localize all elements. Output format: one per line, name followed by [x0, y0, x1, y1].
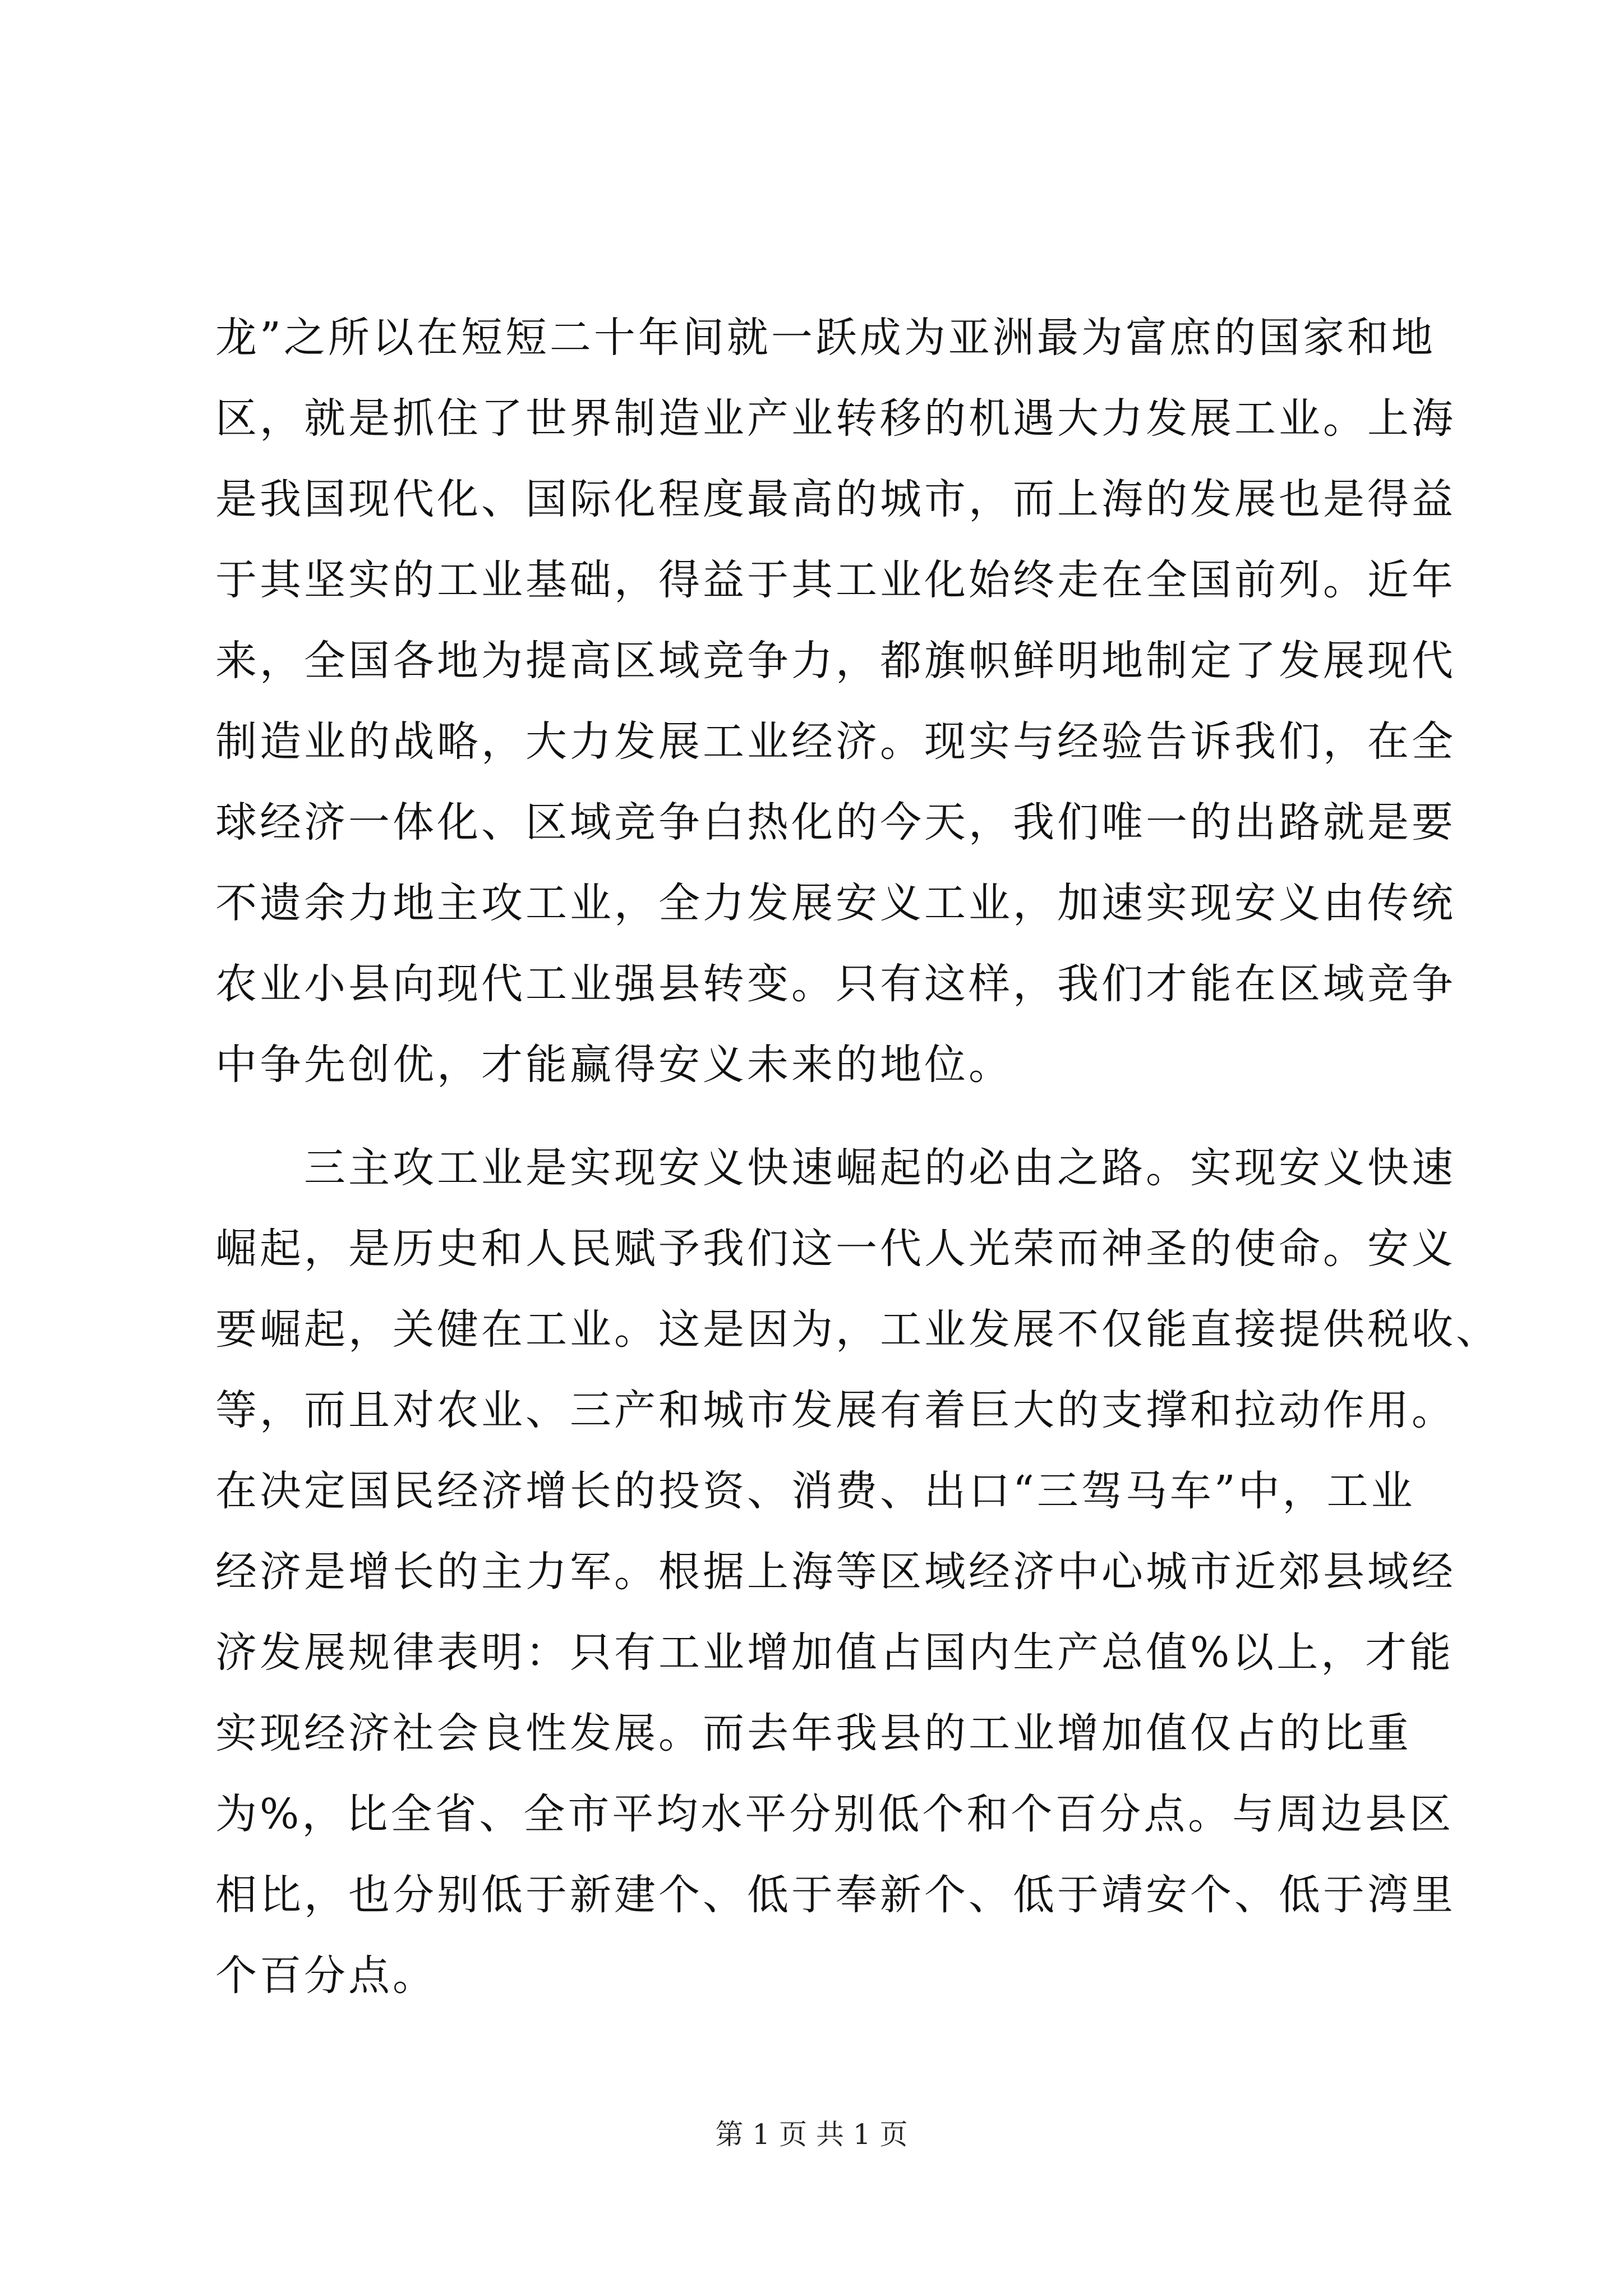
text-line: 在决定国民经济增长的投资、消费、出口“三驾马车”中，工业 — [215, 1467, 1415, 1515]
text-line: 中争先创优，才能赢得安义未来的地位。 — [215, 1041, 1013, 1089]
text-line: 三主攻工业是实现安义快速崛起的必由之路。实现安义快速 — [215, 1144, 1456, 1192]
text-line: 等，而且对农业、三产和城市发展有着巨大的支撑和拉动作用。 — [215, 1386, 1456, 1434]
page-footer — [0, 2115, 1623, 2154]
text-line: 实现经济社会良性发展。而去年我县的工业增加值仅占的比重 — [215, 1709, 1412, 1757]
page-number-label: 第 1 页 共 1 页 — [715, 2118, 908, 2151]
text-line: 制造业的战略，大力发展工业经济。现实与经验告诉我们，在全 — [215, 717, 1456, 766]
text-line: 相比，也分别低于新建个、低于奉新个、低于靖安个、低于湾里 — [215, 1871, 1456, 1919]
text-line: 龙”之所以在短短二十年间就一跃成为亚洲最为富庶的国家和地 — [215, 314, 1436, 362]
text-line: 经济是增长的主力军。根据上海等区域经济中心城市近郊县域经 — [215, 1548, 1456, 1596]
text-line: 来，全国各地为提高区域竞争力，都旗帜鲜明地制定了发展现代 — [215, 637, 1456, 685]
text-line: 济发展规律表明：只有工业增加值占国内生产总值%以上，才能 — [215, 1628, 1454, 1677]
text-line: 要崛起，关健在工业。这是因为，工业发展不仅能直接提供税收、 — [215, 1305, 1500, 1354]
text-line: 是我国现代化、国际化程度最高的城市，而上海的发展也是得益 — [215, 475, 1456, 523]
text-line: 区，就是抓住了世界制造业产业转移的机遇大力发展工业。上海 — [215, 394, 1456, 443]
text-line: 球经济一体化、区域竞争白热化的今天，我们唯一的出路就是要 — [215, 798, 1456, 846]
text-line: 为%，比全省、全市平均水平分别低个和个百分点。与周边县区 — [215, 1790, 1454, 1838]
paragraph-gap — [215, 1105, 1415, 1128]
text-line: 个百分点。 — [215, 1952, 437, 2000]
text-line: 农业小县向现代工业强县转变。只有这样，我们才能在区域竞争 — [215, 960, 1456, 1008]
text-line: 不遗余力地主攻工业，全力发展安义工业，加速实现安义由传统 — [215, 879, 1456, 927]
document-body — [215, 297, 1500, 2016]
text-line: 崛起，是历史和人民赋予我们这一代人光荣而神圣的使命。安义 — [215, 1225, 1456, 1273]
paragraph-1 — [215, 297, 1456, 1105]
paragraph-2 — [215, 1128, 1500, 2016]
text-line: 于其坚实的工业基础，得益于其工业化始终走在全国前列。近年 — [215, 556, 1456, 604]
